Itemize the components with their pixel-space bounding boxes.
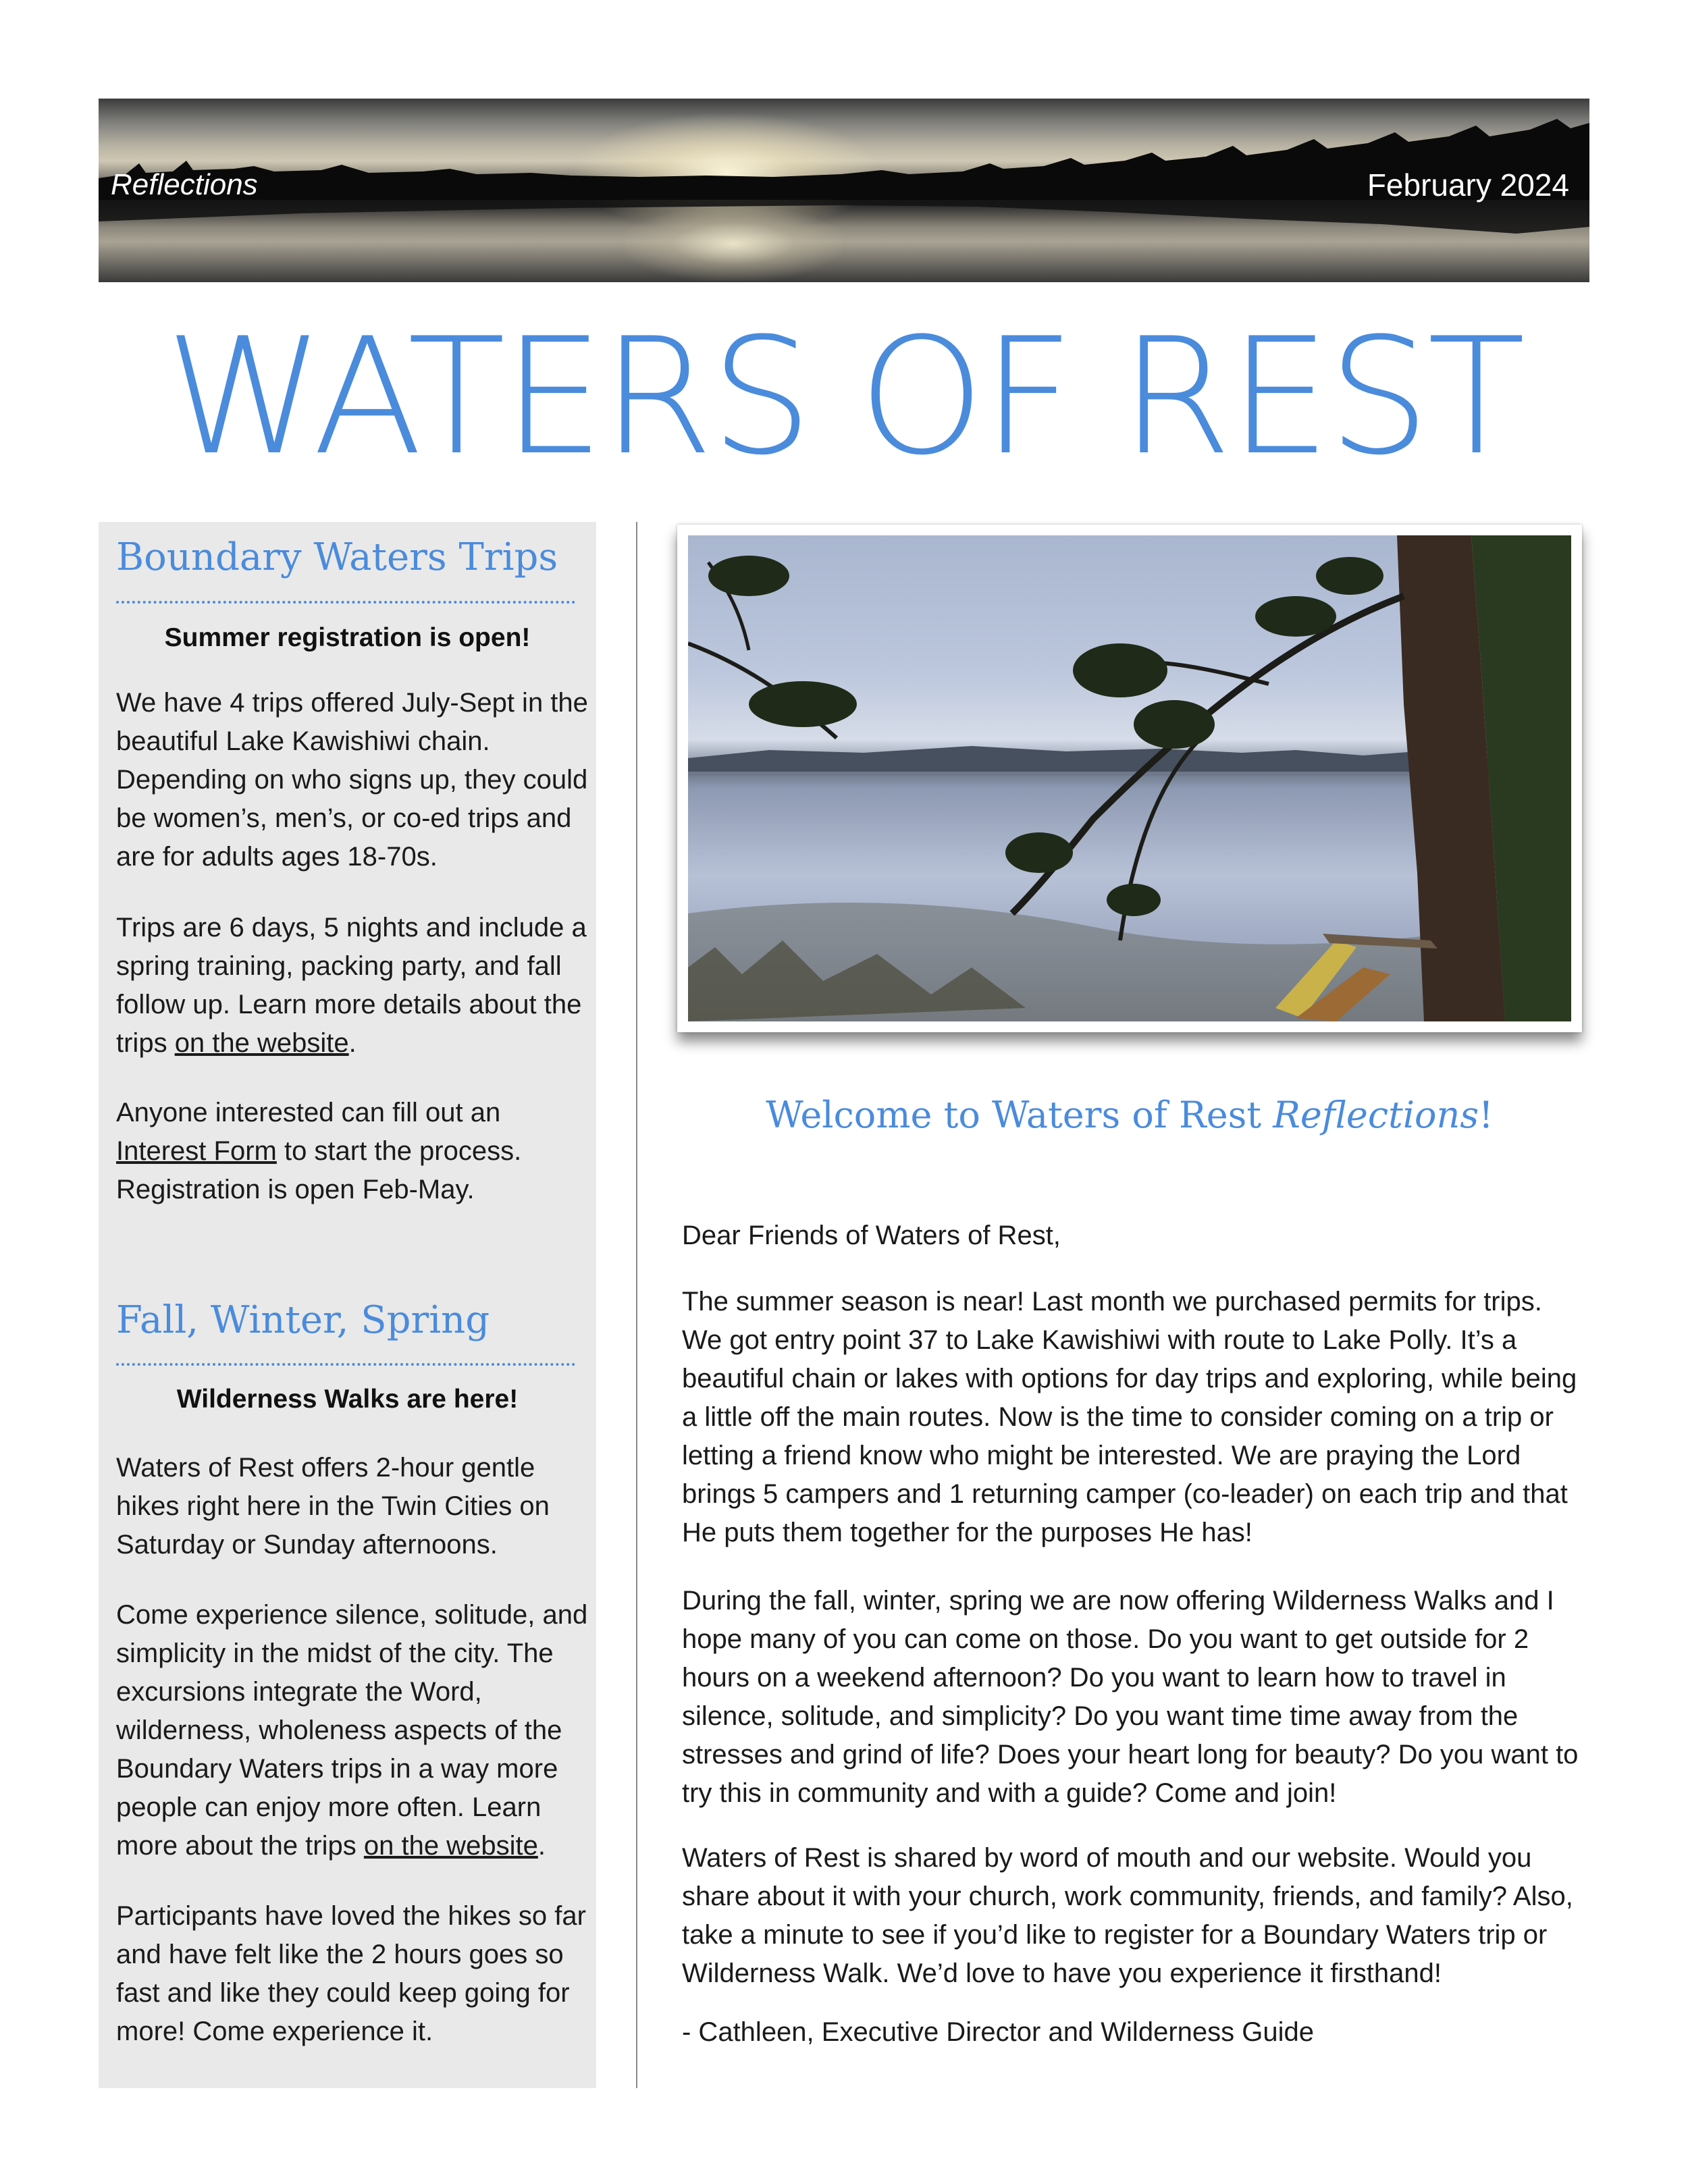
banner-date: February 2024: [1367, 167, 1569, 203]
website-link[interactable]: on the website: [174, 1028, 349, 1058]
title-text: Welcome to Waters of Rest: [766, 1094, 1273, 1136]
paragraph-text: to start the process. Registration is open Feb-May.: [116, 1136, 522, 1204]
sidebar: [99, 522, 596, 2088]
paragraph-text: Anyone interested can fill out an: [116, 1098, 501, 1127]
banner-publication-label: Reflections: [111, 168, 258, 201]
website-link[interactable]: on the website: [363, 1831, 538, 1861]
paragraph-text: Trips are 6 days, 5 nights and include a spring training, packing party, and fall follow up. Learn more details about the trips: [116, 913, 587, 1058]
heading-divider: [116, 601, 575, 604]
letter-signature: - Cathleen, Executive Director and Wilderness Guide: [682, 2017, 1314, 2047]
section2-paragraph-1: Waters of Rest offers 2-hour gentle hikes right here in the Twin Cities on Saturday or Sunday afternoons.: [116, 1453, 550, 1560]
letter-paragraph-2: During the fall, winter, spring we are now offering Wilderness Walks and I hope many of you can come on those. Do you want to get outside for 2 hours on a weekend afternoon? Do you want to learn how to travel in silence, solitude, and simplicity? Do you want time time away from the stresses and grind of life? Does your heart long for beauty? Do you want to try this in community and with a guide? Come and join!: [682, 1586, 1579, 1808]
lake-scene: [688, 535, 1571, 1021]
section2-paragraph-2: [116, 1596, 589, 1865]
section1-paragraph-1: We have 4 trips offered July-Sept in the beautiful Lake Kawishiwi chain. Depending on who signs up, they could be women’s, men’s, or co-ed trips and are for adults ages 18-70s.: [116, 688, 588, 872]
column-divider: [636, 522, 637, 2088]
interest-form-link[interactable]: Interest Form: [116, 1136, 277, 1166]
treeline-silhouette: [99, 99, 1589, 282]
section1-paragraph-3: [116, 1094, 589, 1209]
section-subheading-wilderness-walks: Wilderness Walks are here!: [176, 1385, 519, 1414]
letter-paragraph-3: Waters of Rest is shared by word of mouth and our website. Would you share about it with your church, work community, friends, and family? Also, take a minute to see if you’d like to register for a Boundary Waters trip or Wilderness Walk. We’d love to have you experience it firsthand!: [682, 1843, 1573, 1988]
paragraph-text: .: [537, 1831, 546, 1861]
paragraph-text: .: [348, 1028, 357, 1058]
title-italic: Reflections: [1273, 1094, 1479, 1136]
section-heading-fall-winter-spring: Fall, Winter, Spring: [116, 1298, 490, 1342]
lake-photo: [688, 535, 1571, 1021]
paragraph-text: Come experience silence, solitude, and simplicity in the midst of the city. The excursions integrate the Word, wilderness, wholeness aspects of the Boundary Waters trips in a way more people can enjoy more often. Learn more about the trips: [116, 1600, 588, 1861]
letter-paragraph-1: The summer season is near! Last month we purchased permits for trips. We got entry point 37 to Lake Kawishiwi with route to Lake Polly. It’s a beautiful chain or lakes with options for day trips and exploring, while being a little off the main routes. Now is the time to consider coming on a trip or letting a friend know who might be interested. We are praying the Lord brings 5 campers and 1 returning camper (co-leader) on each trip and that He puts them together for the purposes He has!: [682, 1287, 1577, 1547]
section-subheading-registration: Summer registration is open!: [164, 623, 531, 652]
section1-paragraph-2: [116, 909, 589, 1063]
section2-paragraph-3: Participants have loved the hikes so far and have felt like the 2 hours goes so fast and like they could keep going for more! Come experience it.: [116, 1901, 586, 2046]
heading-divider: [116, 1363, 575, 1366]
masthead-title: WATERS OF REST: [165, 304, 1523, 491]
title-text: !: [1479, 1094, 1494, 1136]
header-banner: [99, 99, 1589, 282]
section-heading-boundary-waters: Boundary Waters Trips: [116, 535, 558, 579]
lake-photo-frame: [677, 525, 1582, 1032]
letter-greeting: Dear Friends of Waters of Rest,: [682, 1221, 1061, 1250]
letter-title: [677, 1094, 1582, 1136]
